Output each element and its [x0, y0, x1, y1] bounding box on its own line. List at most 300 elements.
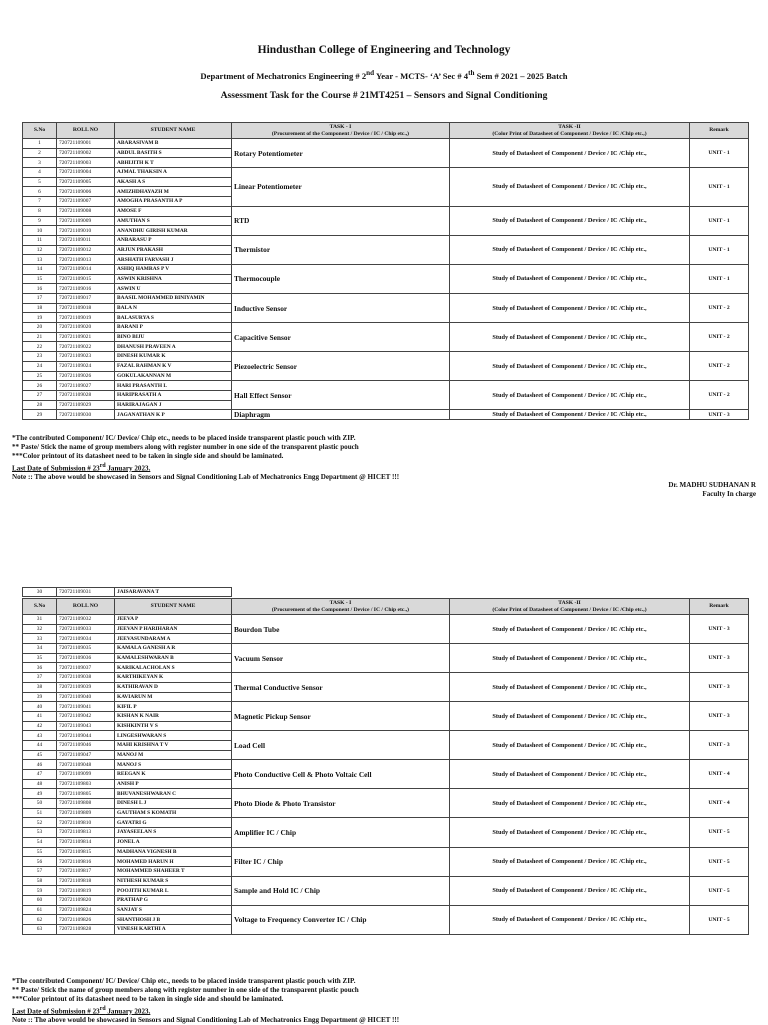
table-row — [23, 323, 749, 333]
student-name-cell: POOJITH KUMAR L — [115, 886, 232, 896]
notes-block-1 — [12, 434, 399, 482]
sno-cell: 62 — [23, 915, 57, 925]
student-name-cell: JEEVA P — [115, 615, 232, 625]
student-name-cell: AMOSE F — [115, 206, 232, 216]
remark-cell: UNIT - 1 — [690, 264, 749, 293]
roll-cell: 720721109814 — [57, 837, 115, 847]
sno-cell: 32 — [23, 624, 57, 634]
assessment-title: Assessment Task for the Course # 21MT4251 – Sensors and Signal Conditioning — [220, 90, 548, 101]
sno-cell: 33 — [23, 634, 57, 644]
task1-component-cell: Linear Potentiometer — [232, 168, 450, 207]
remark-cell: UNIT - 1 — [690, 206, 749, 235]
table-header-row — [23, 599, 749, 615]
note-last-date: Last Date of Submission # 23rd January 2023. — [12, 462, 151, 472]
student-name-cell: JEEVAN P HARIHARAN — [115, 624, 232, 634]
sno-cell: 21 — [23, 332, 57, 342]
task2-datasheet-cell: Study of Datasheet of Component / Device / IC /Chip etc., — [450, 294, 690, 323]
sno-cell: 52 — [23, 818, 57, 828]
task2-datasheet-cell: Study of Datasheet of Component / Device / IC /Chip etc., — [450, 206, 690, 235]
faculty-role: Faculty In charge — [702, 490, 756, 499]
task1-component-cell: Magnetic Pickup Sensor — [232, 702, 450, 731]
task1-component-cell: Bourdon Tube — [232, 615, 450, 644]
task1-component-cell: Photo Diode & Photo Transistor — [232, 789, 450, 818]
col-name: STUDENT NAME — [115, 123, 232, 139]
student-name-cell: ABHIJITH K T — [115, 158, 232, 168]
table-row — [23, 381, 749, 391]
sno-cell: 1 — [23, 139, 57, 149]
roll-cell: 720721109017 — [57, 294, 115, 304]
task1-component-cell: Diaphragm — [232, 410, 450, 420]
notes-block-2 — [12, 977, 399, 1025]
student-name-cell: DINESH KUMAR K — [115, 352, 232, 362]
student-name-cell: ASHIQ HAMRAS P V — [115, 264, 232, 274]
student-name-cell: ASWIN KRISHNA — [115, 274, 232, 284]
roll-cell: 720721109805 — [57, 789, 115, 799]
sno-cell: 10 — [23, 226, 57, 236]
roll-cell: 720721109043 — [57, 721, 115, 731]
task2-datasheet-cell: Study of Datasheet of Component / Device / IC /Chip etc., — [450, 905, 690, 934]
sno-cell: 12 — [23, 245, 57, 255]
col-roll: ROLL NO — [57, 123, 115, 139]
roll-cell: 720721109828 — [57, 925, 115, 935]
sno-cell: 4 — [23, 168, 57, 178]
sno-cell: 57 — [23, 866, 57, 876]
sno-cell: 40 — [23, 702, 57, 712]
roll-cell: 720721109047 — [57, 750, 115, 760]
col-task2: TASK -II (Color Print of Datasheet of Component / Device / IC /Chip etc.,) — [450, 599, 690, 615]
task2-datasheet-cell: Study of Datasheet of Component / Device / IC /Chip etc., — [450, 264, 690, 293]
student-name-cell: SHANTHOSH J B — [115, 915, 232, 925]
sno-cell: 50 — [23, 799, 57, 809]
sno-cell: 38 — [23, 682, 57, 692]
roll-cell: 720721109037 — [57, 663, 115, 673]
table-row — [23, 352, 749, 362]
roll-cell: 720721109819 — [57, 886, 115, 896]
table-row — [23, 847, 749, 857]
student-name-cell: AMIZHDHAYAZH M — [115, 187, 232, 197]
table-header-row — [23, 123, 749, 139]
sno-cell: 30 — [23, 588, 57, 597]
sno-cell: 49 — [23, 789, 57, 799]
col-task1: TASK - I (Procurement of the Component / Device / IC / Chip etc.,) — [232, 123, 450, 139]
remark-cell: UNIT - 3 — [690, 673, 749, 702]
sno-cell: 25 — [23, 371, 57, 381]
col-task2: TASK -II (Color Print of Datasheet of Component / Device / IC /Chip etc.,) — [450, 123, 690, 139]
remark-cell: UNIT - 3 — [690, 410, 749, 420]
task1-component-cell: Sample and Hold IC / Chip — [232, 876, 450, 905]
table-row — [23, 588, 232, 597]
student-name-cell: ANBARASU P — [115, 235, 232, 245]
roll-cell: 720721109007 — [57, 197, 115, 207]
student-name-cell: ARJUN PRAKASH — [115, 245, 232, 255]
student-name-cell: DHANUSH PRAVEEN A — [115, 342, 232, 352]
table-row — [23, 235, 749, 245]
sno-cell: 51 — [23, 808, 57, 818]
table-row — [23, 615, 749, 625]
table-row — [23, 264, 749, 274]
note-1: *The contributed Component/ IC/ Device/ Chip etc., needs to be placed inside transparent plastic pouch with ZIP. — [12, 977, 356, 985]
remark-cell: UNIT - 5 — [690, 818, 749, 847]
task1-component-cell: Vacuum Sensor — [232, 644, 450, 673]
roll-cell: 720721109030 — [57, 410, 115, 420]
task2-datasheet-cell: Study of Datasheet of Component / Device / IC /Chip etc., — [450, 789, 690, 818]
sno-cell: 18 — [23, 303, 57, 313]
task2-datasheet-cell: Study of Datasheet of Component / Device / IC /Chip etc., — [450, 235, 690, 264]
roll-cell: 720721109815 — [57, 847, 115, 857]
remark-cell: UNIT - 4 — [690, 760, 749, 789]
student-name-cell: MOHAMED HARUN H — [115, 857, 232, 867]
student-name-cell: ARSHATH FARVASH J — [115, 255, 232, 265]
col-roll: ROLL NO — [57, 599, 115, 615]
student-name-cell: MADHANA VIGNESH B — [115, 847, 232, 857]
student-name-cell: MANOJ M — [115, 750, 232, 760]
task2-datasheet-cell: Study of Datasheet of Component / Device / IC /Chip etc., — [450, 644, 690, 673]
assessment-table-1 — [22, 122, 749, 420]
table-row — [23, 905, 749, 915]
student-name-cell: ABDUL BASITH S — [115, 148, 232, 158]
roll-cell: 720721109008 — [57, 206, 115, 216]
roll-cell: 720721109040 — [57, 692, 115, 702]
task2-datasheet-cell: Study of Datasheet of Component / Device / IC /Chip etc., — [450, 323, 690, 352]
sno-cell: 17 — [23, 294, 57, 304]
roll-cell: 720721109028 — [57, 390, 115, 400]
sno-cell: 5 — [23, 177, 57, 187]
roll-cell: 720721109005 — [57, 177, 115, 187]
col-name: STUDENT NAME — [115, 599, 232, 615]
sno-cell: 14 — [23, 264, 57, 274]
roll-cell: 720721109809 — [57, 808, 115, 818]
roll-cell: 720721109036 — [57, 653, 115, 663]
table-row — [23, 168, 749, 178]
roll-cell: 720721109824 — [57, 905, 115, 915]
remark-cell: UNIT - 5 — [690, 905, 749, 934]
student-name-cell: FAZAL RAHMAN K V — [115, 361, 232, 371]
note-showcase: Note :: The above would be showcased in Sensors and Signal Conditioning Lab of Mechatronics Engg Department @ HICET !!! — [12, 473, 400, 482]
student-name-cell: HARIPRASATH A — [115, 390, 232, 400]
sno-cell: 11 — [23, 235, 57, 245]
student-name-cell: BINO BIJU — [115, 332, 232, 342]
task2-datasheet-cell: Study of Datasheet of Component / Device / IC /Chip etc., — [450, 818, 690, 847]
task2-datasheet-cell: Study of Datasheet of Component / Device / IC /Chip etc., — [450, 731, 690, 760]
roll-cell: 720721109010 — [57, 226, 115, 236]
roll-cell: 720721109027 — [57, 381, 115, 391]
college-title: Hindusthan College of Engineering and Technology — [257, 44, 511, 56]
sno-cell: 3 — [23, 158, 57, 168]
roll-cell: 720721109009 — [57, 216, 115, 226]
roll-cell: 720721109817 — [57, 866, 115, 876]
task1-component-cell: Thermal Conductive Sensor — [232, 673, 450, 702]
task2-datasheet-cell: Study of Datasheet of Component / Device / IC /Chip etc., — [450, 615, 690, 644]
task1-component-cell: Capacitive Sensor — [232, 323, 450, 352]
sno-cell: 58 — [23, 876, 57, 886]
student-name-cell: PRATHAP G — [115, 895, 232, 905]
task1-component-cell: Hall Effect Sensor — [232, 381, 450, 410]
sno-cell: 39 — [23, 692, 57, 702]
student-name-cell: KARTHIKEYAN K — [115, 673, 232, 683]
student-name-cell: KAMALESHWARAN B — [115, 653, 232, 663]
sno-cell: 9 — [23, 216, 57, 226]
student-name-cell: ANISH P — [115, 779, 232, 789]
task1-component-cell: Thermistor — [232, 235, 450, 264]
sno-cell: 13 — [23, 255, 57, 265]
table-row — [23, 410, 749, 420]
task1-component-cell: Rotary Potentiometer — [232, 139, 450, 168]
student-name-cell: GAYATRI G — [115, 818, 232, 828]
roll-cell: 720721109048 — [57, 760, 115, 770]
task2-datasheet-cell: Study of Datasheet of Component / Device / IC /Chip etc., — [450, 352, 690, 381]
student-name-cell: KATHIRAVAN D — [115, 682, 232, 692]
sno-cell: 8 — [23, 206, 57, 216]
student-name-cell: JAGANATHAN K P — [115, 410, 232, 420]
roll-cell: 720721109003 — [57, 158, 115, 168]
table-row — [23, 818, 749, 828]
sno-cell: 36 — [23, 663, 57, 673]
table-row — [23, 789, 749, 799]
student-name-cell: AMOGHA PRASANTH A P — [115, 197, 232, 207]
sno-cell: 27 — [23, 390, 57, 400]
table-row — [23, 294, 749, 304]
roll-cell: 720721109026 — [57, 371, 115, 381]
sno-cell: 56 — [23, 857, 57, 867]
remark-cell: UNIT - 2 — [690, 294, 749, 323]
student-name-cell: ANANDHU GIRISH KUMAR — [115, 226, 232, 236]
sno-cell: 41 — [23, 711, 57, 721]
sno-cell: 60 — [23, 895, 57, 905]
roll-cell: 720721109001 — [57, 139, 115, 149]
sno-cell: 45 — [23, 750, 57, 760]
student-name-cell: SANJAY S — [115, 905, 232, 915]
remark-cell: UNIT - 3 — [690, 644, 749, 673]
roll-cell: 720721109826 — [57, 915, 115, 925]
remark-cell: UNIT - 1 — [690, 139, 749, 168]
sno-cell: 47 — [23, 770, 57, 780]
task1-component-cell: Photo Conductive Cell & Photo Voltaic Cell — [232, 760, 450, 789]
sno-cell: 28 — [23, 400, 57, 410]
task2-datasheet-cell: Study of Datasheet of Component / Device / IC /Chip etc., — [450, 410, 690, 420]
roll-cell: 720721109803 — [57, 779, 115, 789]
table-row — [23, 673, 749, 683]
roll-cell: 720721109099 — [57, 770, 115, 780]
table-row — [23, 702, 749, 712]
roll-cell: 720721109039 — [57, 682, 115, 692]
sno-cell: 34 — [23, 644, 57, 654]
sno-cell: 59 — [23, 886, 57, 896]
task1-component-cell: Amplifier IC / Chip — [232, 818, 450, 847]
student-name-cell: LINGESHWARAN S — [115, 731, 232, 741]
sno-cell: 61 — [23, 905, 57, 915]
sno-cell: 35 — [23, 653, 57, 663]
remark-cell: UNIT - 3 — [690, 731, 749, 760]
carryover-row-table — [22, 587, 232, 597]
roll-cell: 720721109041 — [57, 702, 115, 712]
task1-component-cell: Inductive Sensor — [232, 294, 450, 323]
student-name-cell: AJMAL THAKSIN A — [115, 168, 232, 178]
roll-cell: 720721109022 — [57, 342, 115, 352]
student-name-cell: KARIKALACHOLAN S — [115, 663, 232, 673]
roll-cell: 720721109035 — [57, 644, 115, 654]
task2-datasheet-cell: Study of Datasheet of Component / Device / IC /Chip etc., — [450, 381, 690, 410]
student-name-cell: AMUTHAN S — [115, 216, 232, 226]
note-2: ** Paste/ Stick the name of group members along with register number in one side of the transparent plastic pouch — [12, 443, 359, 452]
roll-cell: 720721109038 — [57, 673, 115, 683]
col-task1: TASK - I (Procurement of the Component / Device / IC / Chip etc.,) — [232, 599, 450, 615]
table-row — [23, 644, 749, 654]
task1-component-cell: Voltage to Frequency Converter IC / Chip — [232, 905, 450, 934]
sno-cell: 22 — [23, 342, 57, 352]
task1-component-cell: Filter IC / Chip — [232, 847, 450, 876]
note-3: ***Color printout of its datasheet need to be taken in single side and should be laminated. — [12, 995, 284, 1004]
roll-cell: 720721109019 — [57, 313, 115, 323]
remark-cell: UNIT - 1 — [690, 168, 749, 207]
roll-cell: 720721109011 — [57, 235, 115, 245]
sno-cell: 46 — [23, 760, 57, 770]
student-name-cell: JONEL A — [115, 837, 232, 847]
note-1: *The contributed Component/ IC/ Device/ Chip etc., needs to be placed inside transparent plastic pouch with ZIP. — [12, 434, 356, 442]
remark-cell: UNIT - 5 — [690, 847, 749, 876]
remark-cell: UNIT - 1 — [690, 235, 749, 264]
student-name-cell: MAHI KRISHNA T V — [115, 740, 232, 750]
task2-datasheet-cell: Study of Datasheet of Component / Device / IC /Chip etc., — [450, 876, 690, 905]
roll-cell: 720721109031 — [57, 588, 115, 597]
task1-component-cell: Thermocouple — [232, 264, 450, 293]
table-row — [23, 760, 749, 770]
sno-cell: 54 — [23, 837, 57, 847]
remark-cell: UNIT - 4 — [690, 789, 749, 818]
col-sno: S.No — [23, 599, 57, 615]
sno-cell: 19 — [23, 313, 57, 323]
sno-cell: 16 — [23, 284, 57, 294]
sno-cell: 63 — [23, 925, 57, 935]
roll-cell: 720721109004 — [57, 168, 115, 178]
roll-cell: 720721109015 — [57, 274, 115, 284]
student-name-cell: JAISARAVANA T — [115, 588, 232, 597]
student-name-cell: HARI PRASANTH L — [115, 381, 232, 391]
student-name-cell: BALA N — [115, 303, 232, 313]
sno-cell: 2 — [23, 148, 57, 158]
task1-component-cell: Load Cell — [232, 731, 450, 760]
remark-cell: UNIT - 2 — [690, 352, 749, 381]
task2-datasheet-cell: Study of Datasheet of Component / Device / IC /Chip etc., — [450, 702, 690, 731]
student-name-cell: AKASH A S — [115, 177, 232, 187]
roll-cell: 720721109002 — [57, 148, 115, 158]
student-name-cell: ASWIN U — [115, 284, 232, 294]
roll-cell: 720721109810 — [57, 818, 115, 828]
roll-cell: 720721109034 — [57, 634, 115, 644]
student-name-cell: DINESH L J — [115, 799, 232, 809]
student-name-cell: KIFIL P — [115, 702, 232, 712]
student-name-cell: KISHKINTH V S — [115, 721, 232, 731]
signature-block — [668, 481, 756, 499]
roll-cell: 720721109816 — [57, 857, 115, 867]
student-name-cell: JAYASEELAN S — [115, 828, 232, 838]
sno-cell: 26 — [23, 381, 57, 391]
roll-cell: 720721109013 — [57, 255, 115, 265]
student-name-cell: BAASIL MOHAMMED BINIYAMIN — [115, 294, 232, 304]
sno-cell: 53 — [23, 828, 57, 838]
task1-component-cell: RTD — [232, 206, 450, 235]
student-name-cell: NITHESH KUMAR S — [115, 876, 232, 886]
task2-datasheet-cell: Study of Datasheet of Component / Device / IC /Chip etc., — [450, 760, 690, 789]
roll-cell: 720721109018 — [57, 303, 115, 313]
student-name-cell: REEGAN K — [115, 770, 232, 780]
table-row — [23, 139, 749, 149]
sno-cell: 31 — [23, 615, 57, 625]
task2-datasheet-cell: Study of Datasheet of Component / Device / IC /Chip etc., — [450, 139, 690, 168]
student-name-cell: JEEVASUNDARAM A — [115, 634, 232, 644]
faculty-name: Dr. MADHU SUDHANAN R — [668, 481, 756, 489]
sno-cell: 55 — [23, 847, 57, 857]
student-name-cell: MANOJ S — [115, 760, 232, 770]
sno-cell: 37 — [23, 673, 57, 683]
student-name-cell: GAUTHAM S KOMATH — [115, 808, 232, 818]
sno-cell: 43 — [23, 731, 57, 741]
sno-cell: 42 — [23, 721, 57, 731]
roll-cell: 720721109024 — [57, 361, 115, 371]
task2-datasheet-cell: Study of Datasheet of Component / Device / IC /Chip etc., — [450, 168, 690, 207]
roll-cell: 720721109813 — [57, 828, 115, 838]
roll-cell: 720721109820 — [57, 895, 115, 905]
student-name-cell: KAVIARUN M — [115, 692, 232, 702]
student-name-cell: BHUVANESHWARAN C — [115, 789, 232, 799]
sno-cell: 24 — [23, 361, 57, 371]
remark-cell: UNIT - 2 — [690, 381, 749, 410]
student-name-cell: VINESH KARTHI A — [115, 925, 232, 935]
table-row — [23, 206, 749, 216]
roll-cell: 720721109042 — [57, 711, 115, 721]
roll-cell: 720721109032 — [57, 615, 115, 625]
student-name-cell: BALASURYA S — [115, 313, 232, 323]
student-name-cell: KISHAN K NAIR — [115, 711, 232, 721]
roll-cell: 720721109808 — [57, 799, 115, 809]
col-remark: Remark — [690, 599, 749, 615]
student-name-cell: KAMALA GANESH A R — [115, 644, 232, 654]
remark-cell: UNIT - 5 — [690, 876, 749, 905]
roll-cell: 720721109016 — [57, 284, 115, 294]
note-2: ** Paste/ Stick the name of group members along with register number in one side of the transparent plastic pouch — [12, 986, 359, 995]
sno-cell: 29 — [23, 410, 57, 420]
roll-cell: 720721109006 — [57, 187, 115, 197]
student-name-cell: BARANI P — [115, 323, 232, 333]
student-name-cell: ABARASIVAM B — [115, 139, 232, 149]
sno-cell: 6 — [23, 187, 57, 197]
sno-cell: 44 — [23, 740, 57, 750]
sno-cell: 7 — [23, 197, 57, 207]
task1-component-cell: Piezoelectric Sensor — [232, 352, 450, 381]
student-name-cell: MOHAMMED SHAHEER T — [115, 866, 232, 876]
roll-cell: 720721109014 — [57, 264, 115, 274]
roll-cell: 720721109818 — [57, 876, 115, 886]
assessment-table-2 — [22, 598, 749, 935]
roll-cell: 720721109033 — [57, 624, 115, 634]
col-sno: S.No — [23, 123, 57, 139]
roll-cell: 720721109021 — [57, 332, 115, 342]
student-name-cell: GOKULAKANNAN M — [115, 371, 232, 381]
roll-cell: 720721109029 — [57, 400, 115, 410]
roll-cell: 720721109020 — [57, 323, 115, 333]
sno-cell: 23 — [23, 352, 57, 362]
roll-cell: 720721109012 — [57, 245, 115, 255]
task2-datasheet-cell: Study of Datasheet of Component / Device / IC /Chip etc., — [450, 673, 690, 702]
roll-cell: 720721109046 — [57, 740, 115, 750]
note-3: ***Color printout of its datasheet need to be taken in single side and should be laminated. — [12, 452, 284, 461]
sno-cell: 20 — [23, 323, 57, 333]
table-row — [23, 731, 749, 741]
roll-cell: 720721109044 — [57, 731, 115, 741]
remark-cell: UNIT - 2 — [690, 323, 749, 352]
roll-cell: 720721109023 — [57, 352, 115, 362]
table-row — [23, 876, 749, 886]
note-last-date: Last Date of Submission # 23rd January 2023. — [12, 1005, 151, 1015]
